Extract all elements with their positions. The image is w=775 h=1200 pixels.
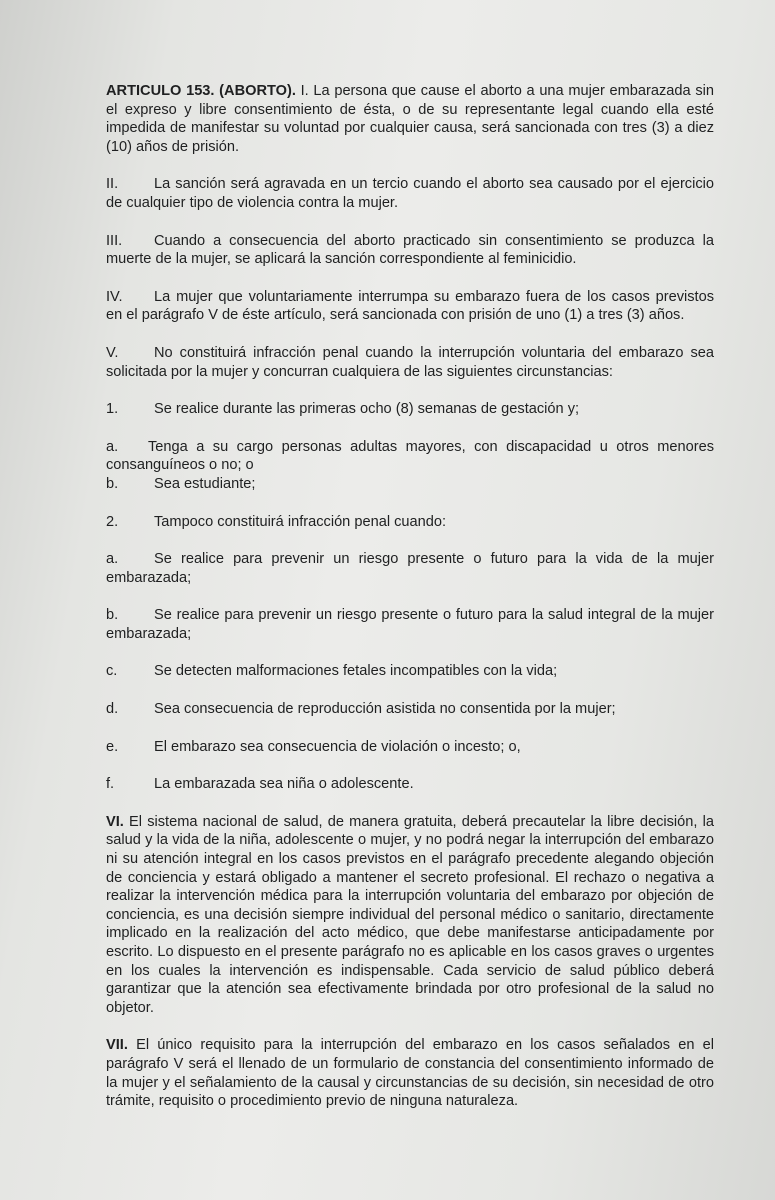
paragraph-ii-text: La sanción será agravada en un tercio cuando el aborto sea causado por el ejercicio de cualquier tipo de violencia contra la mujer. <box>106 176 714 211</box>
case-b-text: Se realice para prevenir un riesgo presente o futuro para la salud integral de la mujer embarazada; <box>106 607 714 642</box>
case-b-letter: b. <box>106 607 119 624</box>
case-a <box>106 550 714 587</box>
paragraph-iv-number: IV. <box>106 288 123 305</box>
item-1-number: 1. <box>106 401 119 418</box>
case-e <box>106 738 714 757</box>
item-1 <box>106 400 714 419</box>
case-c <box>106 662 714 681</box>
case-d-text: Sea consecuencia de reproducción asistida no consentida por la mujer; <box>154 701 616 718</box>
item-b-text: Sea estudiante; <box>154 475 256 492</box>
paragraph-v <box>106 344 714 381</box>
item-2-text: Tampoco constituirá infracción penal cuando: <box>154 513 447 530</box>
paragraph-v-text: No constituirá infracción penal cuando la interrupción voluntaria del embarazo sea solicitada por la mujer y concurran cualquiera de las siguientes circunstancias: <box>106 344 714 380</box>
case-f-text: La embarazada sea niña o adolescente. <box>154 776 414 793</box>
paragraph-vii <box>106 1036 714 1110</box>
paragraph-iii-text: Cuando a consecuencia del aborto practicado sin consentimiento se produzca la muerte de la mujer, se aplicará la sanción correspondiente al feminicidio. <box>106 232 714 268</box>
case-f <box>106 775 714 794</box>
case-a-text: Se realice para prevenir un riesgo presente o futuro para la vida de la mujer embarazada; <box>106 551 714 586</box>
paragraph-vi-number: VI. <box>106 813 124 830</box>
paragraph-iv <box>106 288 714 325</box>
paragraph-vii-text: El único requisito para la interrupción del embarazo en los casos señalados en el parágrafo V será el llenado de un formulario de constancia del consentimiento informado de la mujer y el señalamiento de la causal y circunstancias de su decisión, sin necesidad de otro trámite, requisito o procedimiento previo de ninguna naturaleza. <box>106 1037 714 1110</box>
item-b-letter: b. <box>106 475 119 492</box>
item-a-letter: a. <box>106 438 119 455</box>
paragraph-v-number: V. <box>106 344 119 361</box>
paragraph-vii-number: VII. <box>106 1037 128 1054</box>
item-a-text: Tenga a su cargo personas adultas mayores, con discapacidad u otros menores consanguíneos o no; o <box>106 438 714 474</box>
item-a <box>106 438 714 475</box>
paragraph-iii-number: III. <box>106 232 123 249</box>
item-2-number: 2. <box>106 513 119 530</box>
case-a-letter: a. <box>106 551 119 568</box>
item-b <box>106 475 714 494</box>
paragraph-i-text: I. La persona que cause el aborto a una mujer embarazada sin el expreso y libre consentimiento de ésta, o de su representante legal cuando ella esté impedida de manifestar su voluntad por cualquier causa, será sancionada con tres (3) a diez (10) años de prisión. <box>106 83 714 155</box>
item-2 <box>106 513 714 532</box>
paragraph-vi-text: El sistema nacional de salud, de manera gratuita, deberá precautelar la libre decisión, la salud y la vida de la niña, adolescente o mujer, y no podrá negar la interrupción del embarazo ni su atención integral en los casos previstos en el parágrafo precedente alegando objeción de conciencia y estará obligado a mantener el secreto profesional. El rechazo o negativa a realizar la intervención médica para la interrupción voluntaria del embarazo por objeción de conciencia, es una decisión siempre individual del personal médico o sanitario, directamente implicado en la realización del acto médico, que debe manifestarse anticipadamente por escrito. Lo dispuesto en el presente parágrafo no es aplicable en los casos graves o urgentes en los cuales la intervención es indispensable. Cada servicio de salud público deberá garantizar que la atención sea efectivamente brindada por otro profesional de la salud no objetor. <box>106 813 714 1016</box>
article-heading: ARTICULO 153. (ABORTO). <box>106 83 296 99</box>
case-e-letter: e. <box>106 738 119 755</box>
case-c-text: Se detecten malformaciones fetales incompatibles con la vida; <box>154 663 558 680</box>
case-d <box>106 700 714 719</box>
paragraph-iv-text: La mujer que voluntariamente interrumpa su embarazo fuera de los casos previstos en el parágrafo V de éste artículo, será sancionada con prisión de uno (1) a tres (3) años. <box>106 288 714 324</box>
paragraph-iii <box>106 232 714 269</box>
paragraph-ii <box>106 175 714 212</box>
case-c-letter: c. <box>106 663 118 680</box>
article-text <box>106 82 714 1130</box>
paragraph-vi <box>106 813 714 1018</box>
item-1-text: Se realice durante las primeras ocho (8) semanas de gestación y; <box>154 401 580 418</box>
case-d-letter: d. <box>106 701 119 718</box>
case-e-text: El embarazo sea consecuencia de violación o incesto; o, <box>154 738 521 755</box>
paragraph-i <box>106 82 714 156</box>
case-f-letter: f. <box>106 776 115 793</box>
paragraph-ii-number: II. <box>106 176 119 193</box>
case-b <box>106 606 714 643</box>
